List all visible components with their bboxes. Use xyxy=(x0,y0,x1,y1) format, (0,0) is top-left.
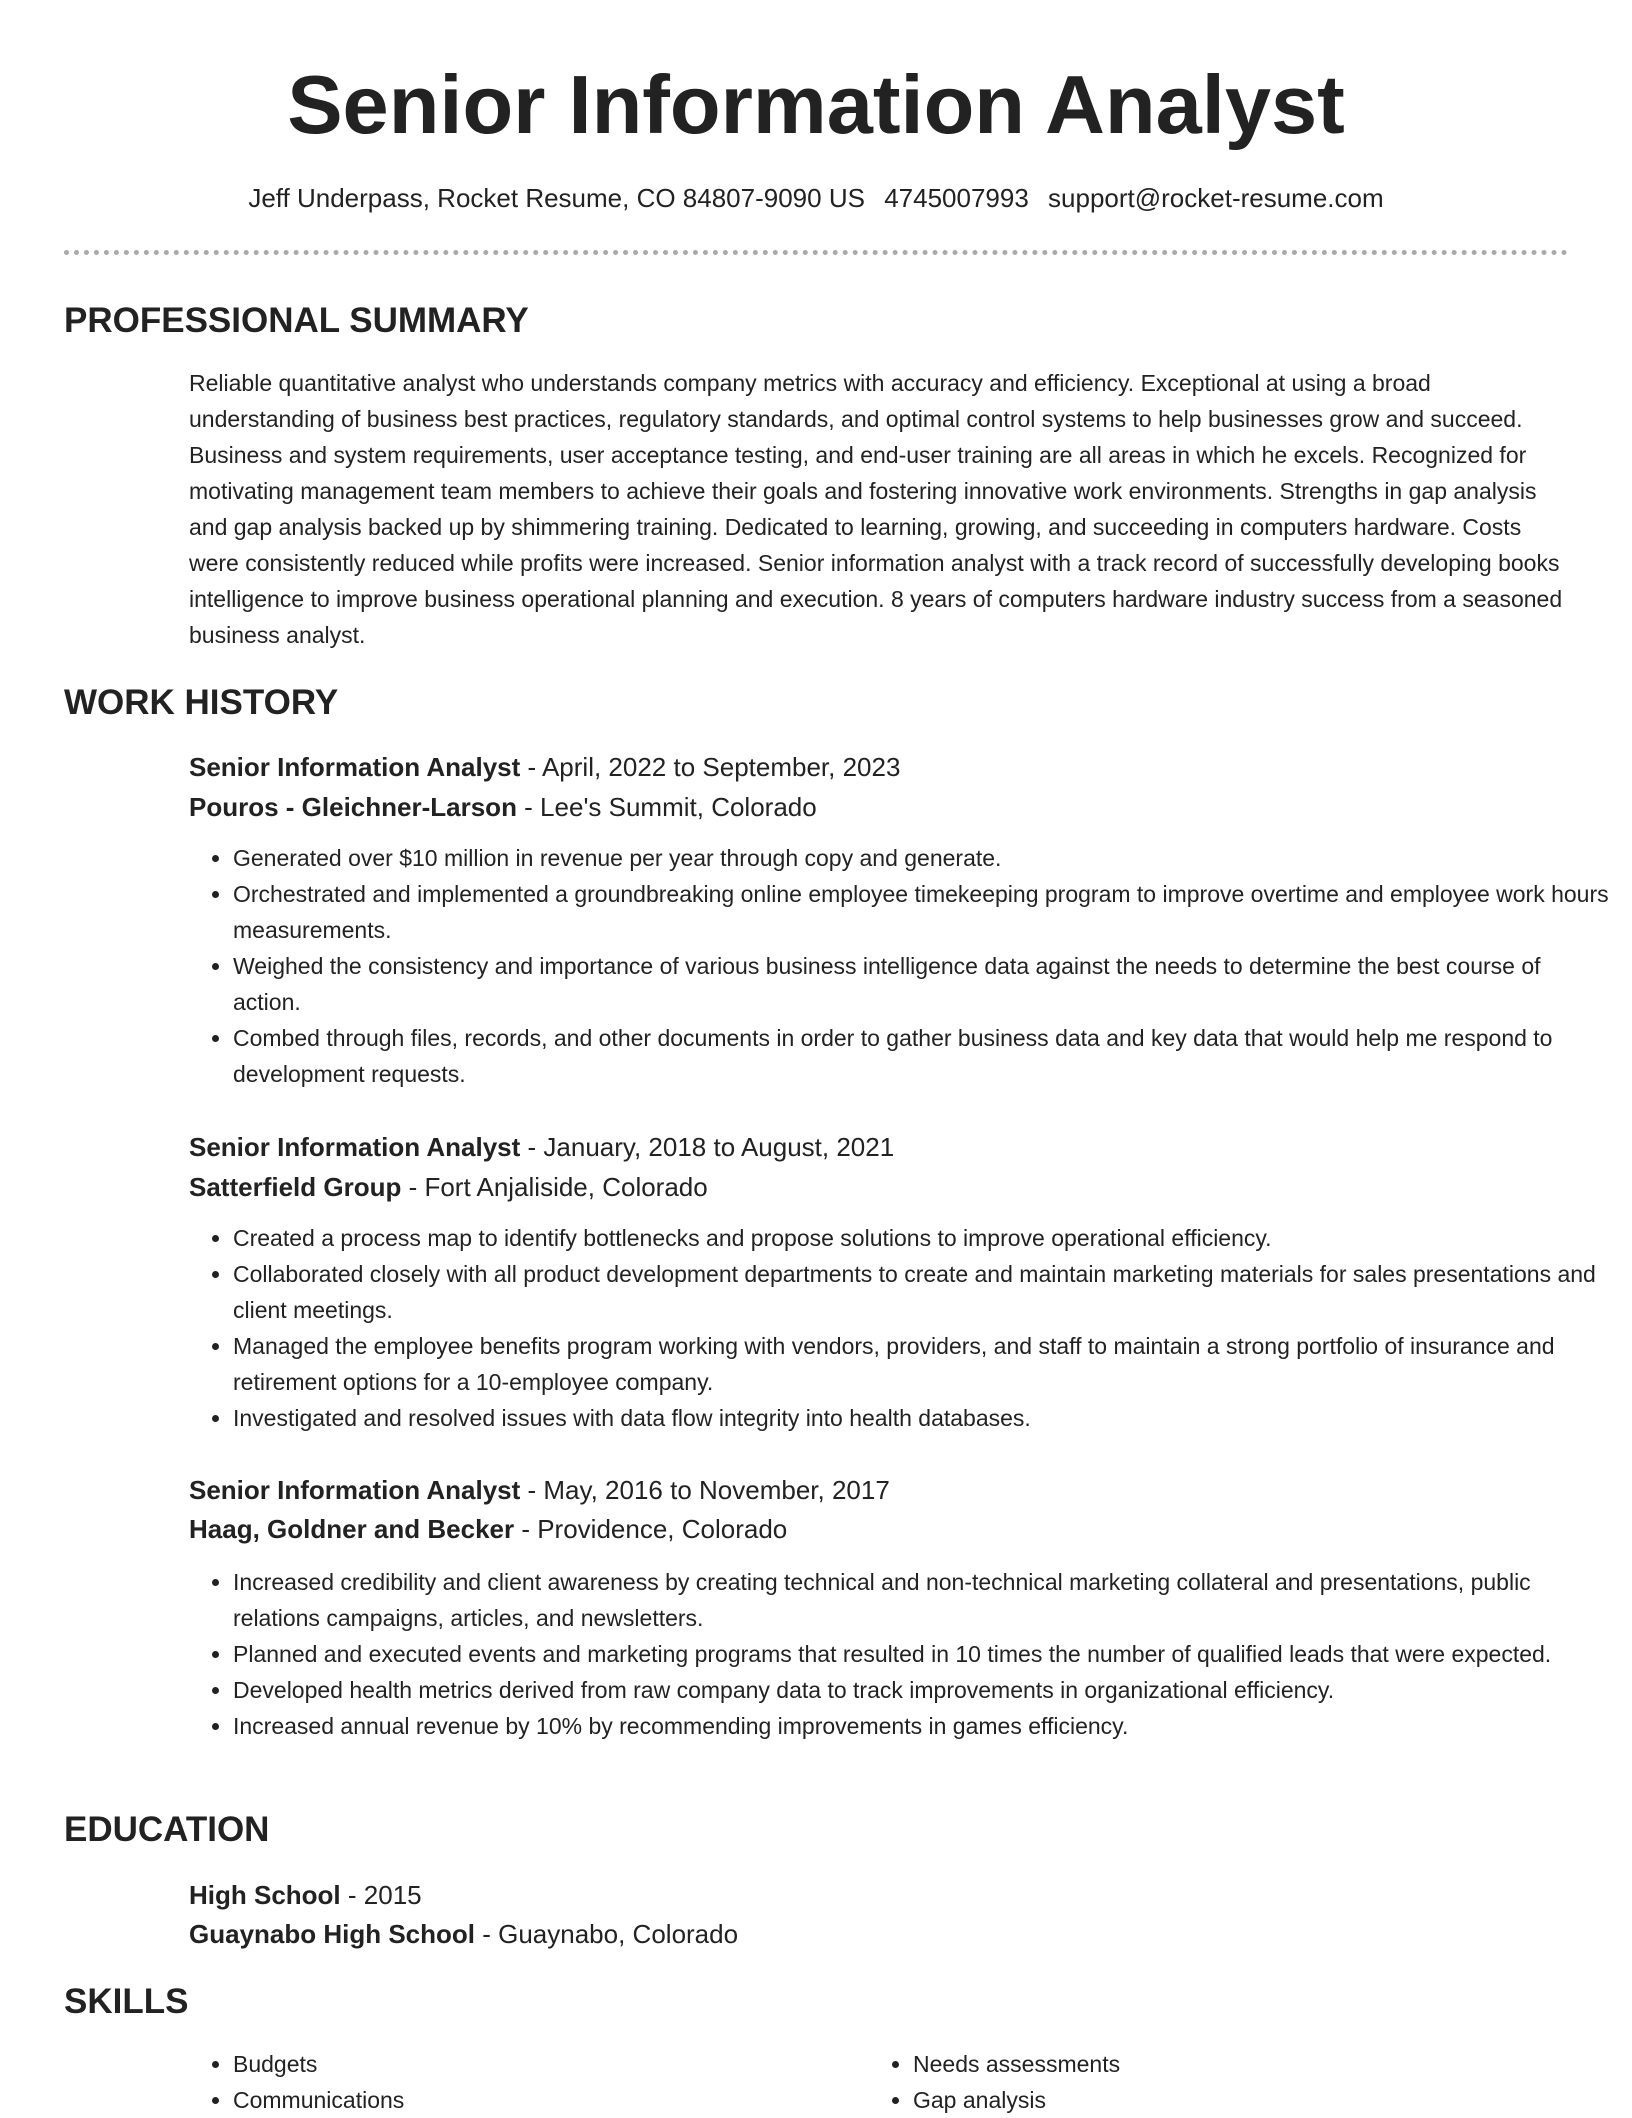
list-item: • Created a process map to identify bottlenecks and propose solutions to improve operational efficiency. xyxy=(233,1220,1613,1256)
job-2-title-line xyxy=(189,1127,1569,1167)
list-item: • Increased credibility and client awareness by creating technical and non-technical marketing collateral and presentations, public relations campaigns, articles, and newsletters. xyxy=(233,1564,1613,1636)
education-location: - Guaynabo, Colorado xyxy=(475,1919,739,1949)
job-1-dates: - April, 2022 to September, 2023 xyxy=(520,752,901,782)
job-3-dates: - May, 2016 to November, 2017 xyxy=(520,1475,890,1505)
skills-heading: SKILLS xyxy=(64,1982,189,2021)
education-school-line xyxy=(189,1914,1569,1954)
job-2-role: Senior Information Analyst xyxy=(189,1132,521,1162)
job-1-company-line xyxy=(189,787,1569,827)
education-degree-line xyxy=(189,1875,1569,1915)
work-history-heading: WORK HISTORY xyxy=(64,683,339,722)
job-2-location: - Fort Anjaliside, Colorado xyxy=(401,1172,708,1202)
header-divider xyxy=(64,250,1568,255)
job-1-bullets xyxy=(189,840,1613,1092)
job-3-company-line xyxy=(189,1509,1569,1549)
contact-phone: 4745007993 xyxy=(884,183,1029,213)
resume-title: Senior Information Analyst xyxy=(287,58,1345,151)
job-1-title-line xyxy=(189,747,1569,787)
list-item: • Gap analysis xyxy=(913,2082,1533,2118)
education-year: - 2015 xyxy=(340,1880,422,1910)
list-item: • Combed through files, records, and other documents in order to gather business data and key data that would help me respond to development requests. xyxy=(233,1020,1613,1092)
list-item: • Needs assessments xyxy=(913,2046,1533,2082)
job-1-company: Pouros - Gleichner-Larson xyxy=(189,792,517,822)
list-item: • Budgets xyxy=(233,2046,853,2082)
list-item: • Managed the employee benefits program working with vendors, providers, and staff to maintain a strong portfolio of insurance and retirement options for a 10-employee company. xyxy=(233,1328,1613,1400)
job-3-location: - Providence, Colorado xyxy=(514,1514,788,1544)
contact-line xyxy=(0,180,1632,216)
education-degree: High School xyxy=(189,1880,341,1910)
job-3-bullets xyxy=(189,1564,1613,1744)
list-item: • Planned and executed events and marketing programs that resulted in 10 times the number of qualified leads that were expected. xyxy=(233,1636,1613,1672)
job-2-bullets xyxy=(189,1220,1613,1436)
job-2-dates: - January, 2018 to August, 2021 xyxy=(520,1132,895,1162)
contact-address: Jeff Underpass, Rocket Resume, CO 84807-9090 US xyxy=(248,183,865,213)
job-1-role: Senior Information Analyst xyxy=(189,752,521,782)
skills-list-right xyxy=(869,2046,1533,2118)
job-2-company-line xyxy=(189,1167,1569,1207)
list-item: • Increased annual revenue by 10% by recommending improvements in games efficiency. xyxy=(233,1708,1613,1744)
skills-list-left xyxy=(189,2046,853,2118)
list-item: • Generated over $10 million in revenue per year through copy and generate. xyxy=(233,840,1613,876)
list-item: • Investigated and resolved issues with data flow integrity into health databases. xyxy=(233,1400,1613,1436)
job-3-role: Senior Information Analyst xyxy=(189,1475,521,1505)
list-item: • Communications xyxy=(233,2082,853,2118)
list-item: • Developed health metrics derived from raw company data to track improvements in organizational efficiency. xyxy=(233,1672,1613,1708)
job-3-company: Haag, Goldner and Becker xyxy=(189,1514,515,1544)
summary-text: Reliable quantitative analyst who understands company metrics with accuracy and efficiency. Exceptional at using a broad understanding of business best practices, regulatory standards, and optimal control systems to help businesses grow and succeed. Business and system requirements, user acceptance testing, and end-user training are all areas in which he excels. Recognized for motivating management team members to achieve their goals and fostering innovative work environments. Strengths in gap analysis and gap analysis backed up by shimmering training. Dedicated to learning, growing, and succeeding in computers hardware. Costs were consistently reduced while profits were increased. Senior information analyst with a track record of successfully developing books intelligence to improve business operational planning and execution. 8 years of computers hardware industry success from a seasoned business analyst. xyxy=(189,370,1563,648)
list-item: • Weighed the consistency and importance of various business intelligence data against the needs to determine the best course of action. xyxy=(233,948,1613,1020)
education-school: Guaynabo High School xyxy=(189,1919,476,1949)
list-item: • Collaborated closely with all product development departments to create and maintain marketing materials for sales presentations and client meetings. xyxy=(233,1256,1613,1328)
list-item: • Orchestrated and implemented a groundbreaking online employee timekeeping program to improve overtime and employee work hours measurements. xyxy=(233,876,1613,948)
contact-email: support@rocket-resume.com xyxy=(1048,183,1384,213)
job-3-title-line xyxy=(189,1470,1569,1510)
education-heading: EDUCATION xyxy=(64,1810,270,1849)
job-1-location: - Lee's Summit, Colorado xyxy=(516,792,817,822)
job-2-company: Satterfield Group xyxy=(189,1172,402,1202)
summary-heading: PROFESSIONAL SUMMARY xyxy=(64,301,529,340)
